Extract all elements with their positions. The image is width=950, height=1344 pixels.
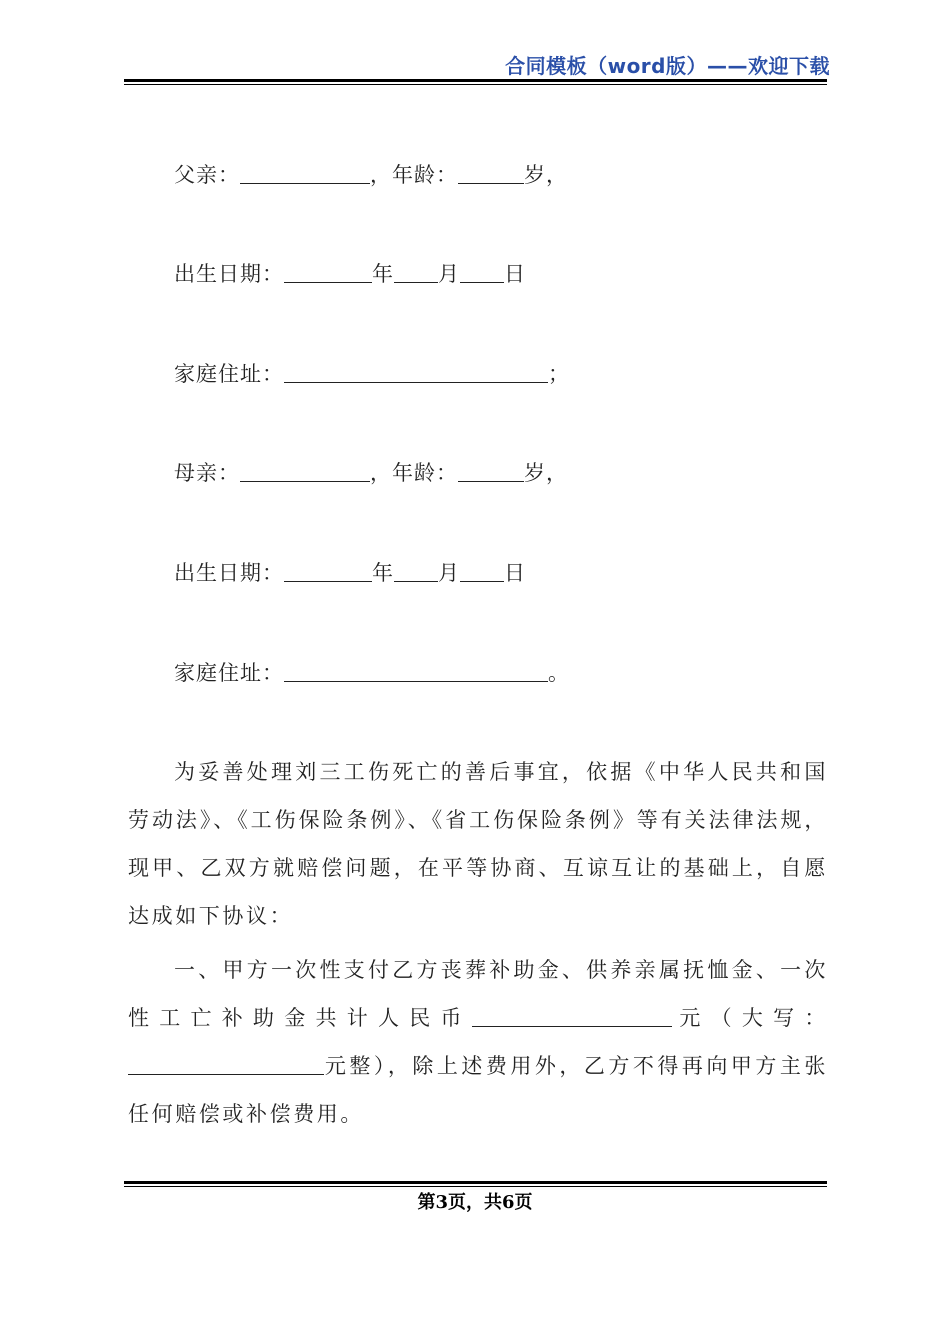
father-age-label: ，年龄： — [370, 163, 458, 187]
mother-birth-day-label: 日 — [504, 561, 526, 585]
footer-divider-thin — [124, 1186, 827, 1187]
father-birth-label: 出生日期： — [174, 262, 284, 286]
header-divider-thin — [124, 84, 827, 85]
mother-birth-line — [174, 558, 526, 588]
mother-birth-day-blank[interactable] — [460, 559, 504, 582]
mother-label: 母亲： — [174, 461, 240, 485]
mother-age-blank[interactable] — [458, 459, 524, 482]
header-divider — [124, 79, 827, 82]
mother-birth-month-blank[interactable] — [394, 559, 438, 582]
mother-name-blank[interactable] — [240, 459, 370, 482]
father-birth-year-label: 年 — [372, 262, 394, 286]
father-age-suffix: 岁， — [524, 163, 568, 187]
mother-birth-label: 出生日期： — [174, 561, 284, 585]
mother-address-suffix: 。 — [548, 661, 570, 685]
father-birth-month-blank[interactable] — [394, 260, 438, 283]
mother-age-suffix: 岁， — [524, 461, 568, 485]
father-name-blank[interactable] — [240, 161, 370, 184]
father-birth-day-label: 日 — [504, 262, 526, 286]
mother-birth-year-blank[interactable] — [284, 559, 372, 582]
page-number: 第3页，共6页 — [417, 1192, 533, 1213]
clause-one-paragraph — [128, 946, 828, 1138]
mother-address-blank[interactable] — [284, 659, 548, 682]
father-birth-day-blank[interactable] — [460, 260, 504, 283]
mother-line — [174, 458, 568, 488]
amount-number-blank[interactable] — [472, 1004, 672, 1027]
father-address-line — [174, 359, 570, 389]
father-line — [174, 160, 568, 190]
father-address-blank[interactable] — [284, 360, 548, 383]
father-label: 父亲： — [174, 163, 240, 187]
father-address-suffix: ； — [548, 362, 570, 386]
clause-one-text-3: 元整），除上述费用外，乙方不得再向甲方主张任何赔偿或补偿费用。 — [128, 1054, 828, 1126]
mother-address-line — [174, 658, 570, 688]
father-birth-month-label: 月 — [438, 262, 460, 286]
clause-one-text-1: 一、甲方一次性支付乙方丧葬补助金、供养亲属抚恤金、一次性工亡补助金共计人民币 — [128, 958, 828, 1030]
footer-divider — [124, 1181, 827, 1184]
father-birth-line — [174, 259, 526, 289]
father-address-label: 家庭住址： — [174, 362, 284, 386]
mother-address-label: 家庭住址： — [174, 661, 284, 685]
mother-birth-year-label: 年 — [372, 561, 394, 585]
header-title: 合同模板（word版）——欢迎下载 — [505, 54, 830, 78]
mother-age-label: ，年龄： — [370, 461, 458, 485]
amount-uppercase-blank[interactable] — [128, 1052, 324, 1075]
mother-birth-month-label: 月 — [438, 561, 460, 585]
intro-paragraph: 为妥善处理刘三工伤死亡的善后事宜，依据《中华人民共和国劳动法》、《工伤保险条例》、《省工伤保险条例》等有关法律法规，现甲、乙双方就赔偿问题，在平等协商、互谅互让的基础上，自愿达成如下协议： — [128, 760, 828, 928]
father-birth-year-blank[interactable] — [284, 260, 372, 283]
father-age-blank[interactable] — [458, 161, 524, 184]
clause-one-text-2: 元（大写： — [671, 1006, 828, 1030]
